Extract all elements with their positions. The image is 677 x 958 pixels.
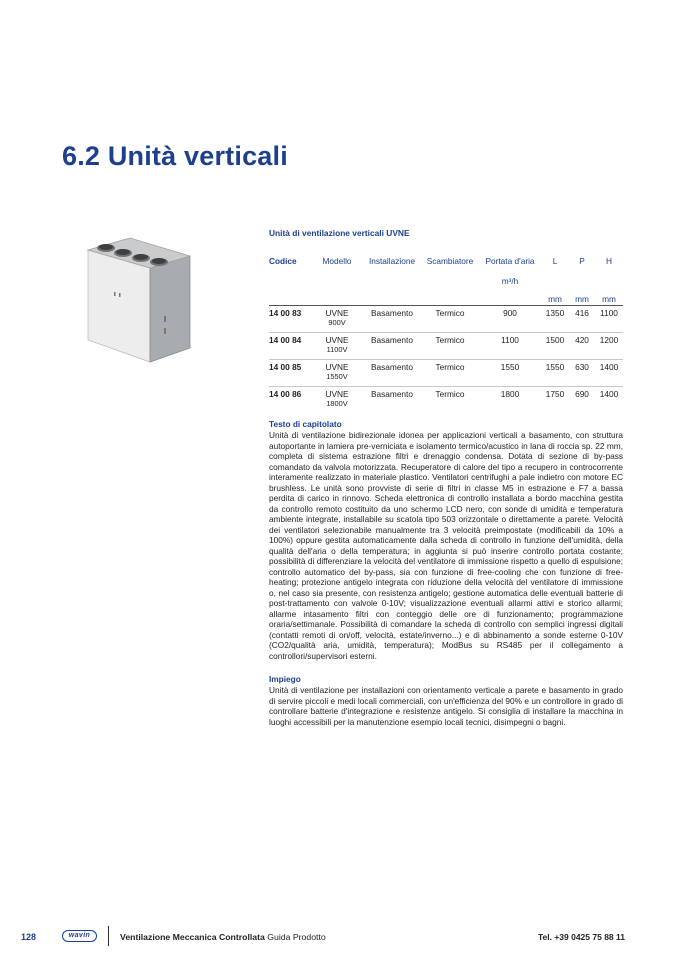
cell-modello-line2: 900V [328, 318, 346, 327]
table-header-row [269, 256, 623, 276]
cell-p: 416 [569, 306, 595, 333]
footer-title [120, 932, 326, 942]
cell-h: 1100 [595, 306, 623, 333]
wavin-logo [62, 930, 97, 942]
footer-phone: Tel. +39 0425 75 88 11 [537, 932, 625, 942]
header-codice: Codice [269, 256, 297, 266]
cell-modello-line1: UVNE [325, 389, 349, 399]
cell-modello [311, 387, 363, 414]
cell-installazione: Basamento [363, 333, 421, 360]
cell-codice: 14 00 83 [269, 306, 311, 333]
cell-modello-line2: 1800V [326, 399, 348, 408]
cell-scambiatore: Termico [421, 306, 479, 333]
cell-p: 420 [569, 333, 595, 360]
cell-scambiatore: Termico [435, 389, 465, 399]
page-footer [0, 927, 677, 949]
unit-l: mm [541, 294, 569, 306]
capitolato-heading: Testo di capitolato [269, 419, 342, 429]
capitolato-text: Unità di ventilazione bidirezionale idonea per applicazioni verticali a basamento, con struttura autoportante in lamiera pre-verniciata e isolamento termico/acustico in lana di roccia sp. 22 mm, completa di sistema estrazione filtri e drenaggio condensa. Dotata di sezione di by-pass comandato da valvola motorizzata. Recuperatore di calore del tipo a recupero in controcorrente interamente realizzato in materiale plastico. Ventilatori centrifughi a pale indietro con motore EC brushless. Le unità sono provviste di serie di filtri in classe M5 in estrazione e F7 a bassa perdita di carico in rinnovo. Scheda elettronica di controllo installata a bordo macchina gestita da controllo remoto costituito da uno schermo LCD nero, con sonde di umidità e temperatura ambiente integrate, installabile su scatola tipo 503 orizzontale o direttamente a parete. Velocità dei ventilatori selezionabile manualmente tra 3 velocità preimpostate (modificabili da 10% a 100%) oppure gestita automaticamente dalla scheda di controllo in funzione dell'umidità, della qualità dell'aria o della temperatura; in aggiunta si può inserire controllo portata costante; possibilità di differenziare la velocità del ventilatore di immissione rispetto a quello di espulsione; controllo automatico del by-pass, sia con funzione di free-cooling che con funzione di free-heating; protezione antigelo integrata con riduzione della velocità del ventilatore di immissione o, nel caso sia presente, con resistenza antigelo; gestione automatica delle eventuali batterie di post-trattamento con valvole 0-10V; visualizzazione eventuali allarmi attivi e storico allarmi; allarme intasamento filtri con conteggio delle ore di funzionamento; programmazione oraria/settimanale. Possibilità di comandare la scheda di controllo con semplici ingressi digitali (contatti remoti di on/off, velocità, estate/inverno...) e di abbinamento a sonde esterne 0-10V (CO2/qualità aria, umidità, temperatura); ModBus su RS485 per il collegamento a controllori/supervisori esterni. [269, 430, 623, 661]
cell-installazione: Basamento [371, 389, 413, 399]
cell-h: 1200 [595, 333, 623, 360]
unit-p: mm [569, 294, 595, 306]
cell-modello-line2: 1550V [326, 372, 348, 381]
page-title: 6.2 Unità verticali [62, 141, 288, 171]
mm-row [269, 294, 623, 306]
product-image [86, 236, 196, 364]
cell-l: 1750 [545, 389, 565, 399]
header-scambiatore: Scambiatore [426, 256, 474, 266]
table-row [269, 387, 623, 414]
footer-divider [108, 926, 109, 946]
unit-h: mm [595, 294, 623, 306]
table-row [269, 360, 623, 387]
header-p: P [579, 256, 585, 266]
cell-p: 630 [569, 360, 595, 387]
cell-codice: 14 00 84 [269, 333, 311, 360]
cell-installazione: Basamento [363, 360, 421, 387]
cell-portata: 1550 [479, 360, 541, 387]
page-number: 128 [21, 932, 37, 942]
cell-modello [311, 306, 363, 333]
cell-modello-line1: UVNE [325, 362, 349, 372]
header-installazione: Installazione [368, 256, 416, 266]
units-row [269, 276, 623, 294]
wavin-logo-text: wavin [68, 932, 91, 939]
footer-title-main: Ventilazione Meccanica Controllata [120, 932, 265, 942]
cell-modello [311, 360, 363, 387]
header-modello: Modello [322, 256, 352, 266]
cell-modello-line1: UVNE [325, 335, 349, 345]
cell-scambiatore: Termico [421, 360, 479, 387]
cell-codice: 14 00 86 [269, 389, 302, 399]
cell-modello [311, 333, 363, 360]
table-row [269, 333, 623, 360]
cell-l: 1500 [541, 333, 569, 360]
impiego-heading: Impiego [269, 674, 301, 684]
cell-modello-line1: UVNE [325, 308, 349, 318]
cell-portata: 1800 [500, 389, 520, 399]
cell-l: 1550 [541, 360, 569, 387]
cell-p: 690 [575, 389, 589, 399]
unit-portata: m³/h [501, 276, 519, 286]
footer-subtitle: Guida Prodotto [267, 932, 326, 942]
table-title: Unità di ventilazione verticali UVNE [269, 228, 410, 238]
header-l: L [552, 256, 558, 266]
cell-installazione: Basamento [363, 306, 421, 333]
header-h: H [606, 256, 612, 266]
cell-portata: 900 [479, 306, 541, 333]
header-portata: Portata d'aria [485, 256, 535, 266]
product-content [269, 228, 623, 727]
cell-scambiatore: Termico [421, 333, 479, 360]
cell-h: 1400 [599, 389, 619, 399]
impiego-text: Unità di ventilazione per installazioni con orientamento verticale a parete e basamento in grado di servire piccoli e medi locali commerciali, con un'efficienza del 90% e un controllore in grado di controllare batterie d'integrazione e resistenze antigelo. Si consiglia di installare la macchina in luoghi accessibili per la manutenzione esempio locali tecnici, disimpegni o bagni. [269, 685, 623, 727]
table-row [269, 306, 623, 333]
spec-table [269, 256, 623, 413]
cell-modello-line2: 1100V [326, 345, 348, 354]
cell-codice: 14 00 85 [269, 360, 311, 387]
cell-l: 1350 [541, 306, 569, 333]
cell-portata: 1100 [479, 333, 541, 360]
cell-h: 1400 [595, 360, 623, 387]
